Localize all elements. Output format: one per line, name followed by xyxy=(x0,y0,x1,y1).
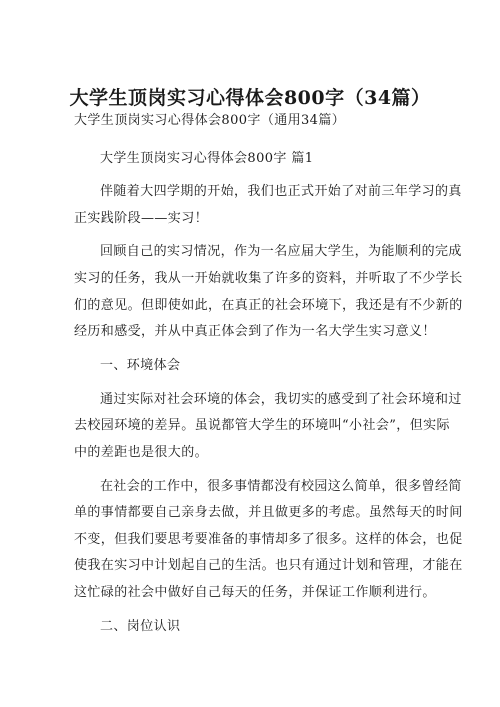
paragraph-4-line-2: 单的事情都要自己亲身去做，并且做更多的考虑。虽然每天的时间 xyxy=(74,505,463,520)
paragraph-1-line-2: 正实践阶段——实习！ xyxy=(74,211,209,226)
paragraph-2-line-3: 们的意见。但即使如此，在真正的社会环境下，我还是有不少新的 xyxy=(74,298,463,313)
paragraph-4-line-4: 使我在实习中计划起自己的生活。也只有通过计划和管理，才能在 xyxy=(74,558,463,573)
paragraph-3-line-1: 通过实际对社会环境的体会，我切实的感受到了社会环境和过 xyxy=(100,392,462,407)
paragraph-1-line-1: 伴随着大四学期的开始，我们也正式开始了对前三年学习的真 xyxy=(100,184,462,199)
document-subtitle: 大学生顶岗实习心得体会800字（通用34篇） xyxy=(74,113,346,128)
section-heading-position: 二、岗位认识 xyxy=(100,619,181,634)
paragraph-4-line-3: 不变，但我们要思考要准备的事情却多了很多。这样的体会，也促 xyxy=(74,532,463,547)
paragraph-2-line-4: 经历和感受，并从中真正体会到了作为一名大学生实习意义！ xyxy=(74,324,436,339)
document-title: 大学生顶岗实习心得体会800字（34篇） xyxy=(69,87,431,109)
section-title: 大学生顶岗实习心得体会800字 篇1 xyxy=(100,151,314,166)
paragraph-3-line-3: 中的差距也是很大的。 xyxy=(74,445,209,460)
paragraph-2-line-1: 回顾自己的实习情况，作为一名应届大学生，为能顺利的完成 xyxy=(100,244,462,259)
paragraph-4-line-5: 这忙碌的社会中做好自己每天的任务，并保证工作顺利进行。 xyxy=(74,585,436,600)
paragraph-2-line-2: 实习的任务，我从一开始就收集了许多的资料，并听取了不少学长 xyxy=(74,271,463,286)
section-heading-environment: 一、环境体会 xyxy=(100,358,181,373)
paragraph-3-line-2: 去校园环境的差异。虽说都管大学生的环境叫“小社会”，但实际 xyxy=(74,418,450,433)
paragraph-4-line-1: 在社会的工作中，很多事情都没有校园这么简单，很多曾经简 xyxy=(100,479,462,494)
